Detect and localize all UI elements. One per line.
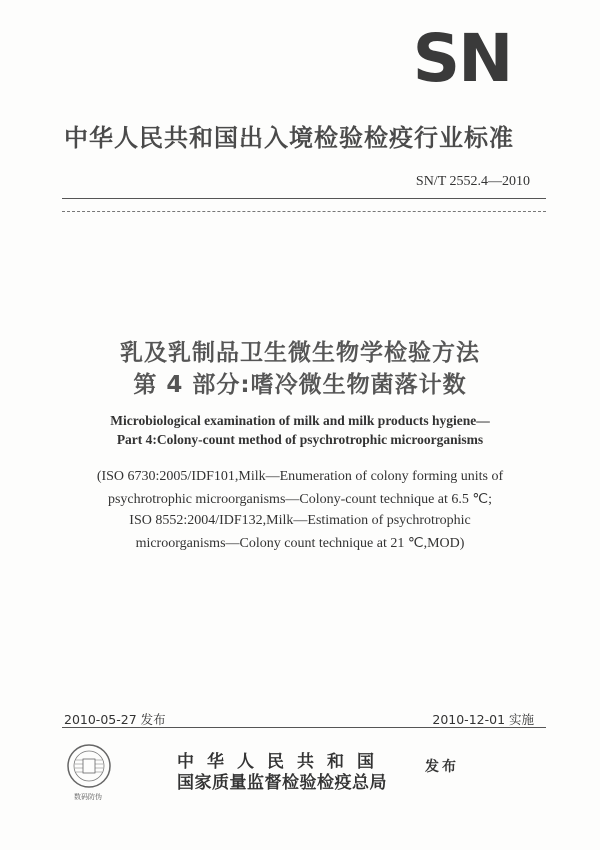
sn-logo-text: SN <box>412 20 512 97</box>
adoption-line-1: (ISO 6730:2005/IDF101,Milk—Enumeration of colony forming units of <box>96 469 504 484</box>
title-en-line2: Part 4:Colony-count method of psychrotrophic microorganisms <box>116 432 484 447</box>
adoption-line-3: ISO 8552:2004/IDF132,Milk—Estimation of psychrotrophic <box>129 513 471 528</box>
issuer-line2: 国家质量监督检验检疫总局 <box>177 773 387 793</box>
implement-date: 2010-12-01 实施 <box>432 712 534 727</box>
publish-date: 2010-05-27 发布 <box>64 712 166 727</box>
seal-caption: 数码防伪 <box>74 793 102 801</box>
issue-word: 发布 <box>425 759 459 775</box>
adoption-line-4: microorganisms—Colony count technique at 21 ℃,MOD) <box>135 536 465 551</box>
top-rule <box>62 198 546 199</box>
title-en-line1: Microbiological examination of milk and milk products hygiene— <box>110 413 490 428</box>
sn-logo <box>398 20 526 97</box>
standard-category: 中华人民共和国出入境检验检疫行业标准 <box>64 124 514 152</box>
bottom-rule <box>62 727 546 728</box>
dashed-rule <box>62 211 546 212</box>
anti-counterfeit-seal-icon <box>64 742 114 790</box>
title-zh-line2: 第 4 部分:嗜冷微生物菌落计数 <box>133 372 467 398</box>
standard-number: SN/T 2552.4—2010 <box>415 174 530 189</box>
title-zh-line1: 乳及乳制品卫生微生物学检验方法 <box>120 340 480 366</box>
adoption-line-2: psychrotrophic microorganisms—Colony-count technique at 6.5 ℃; <box>107 492 493 507</box>
issuer-line1: 中华人民共和国 <box>177 752 387 772</box>
